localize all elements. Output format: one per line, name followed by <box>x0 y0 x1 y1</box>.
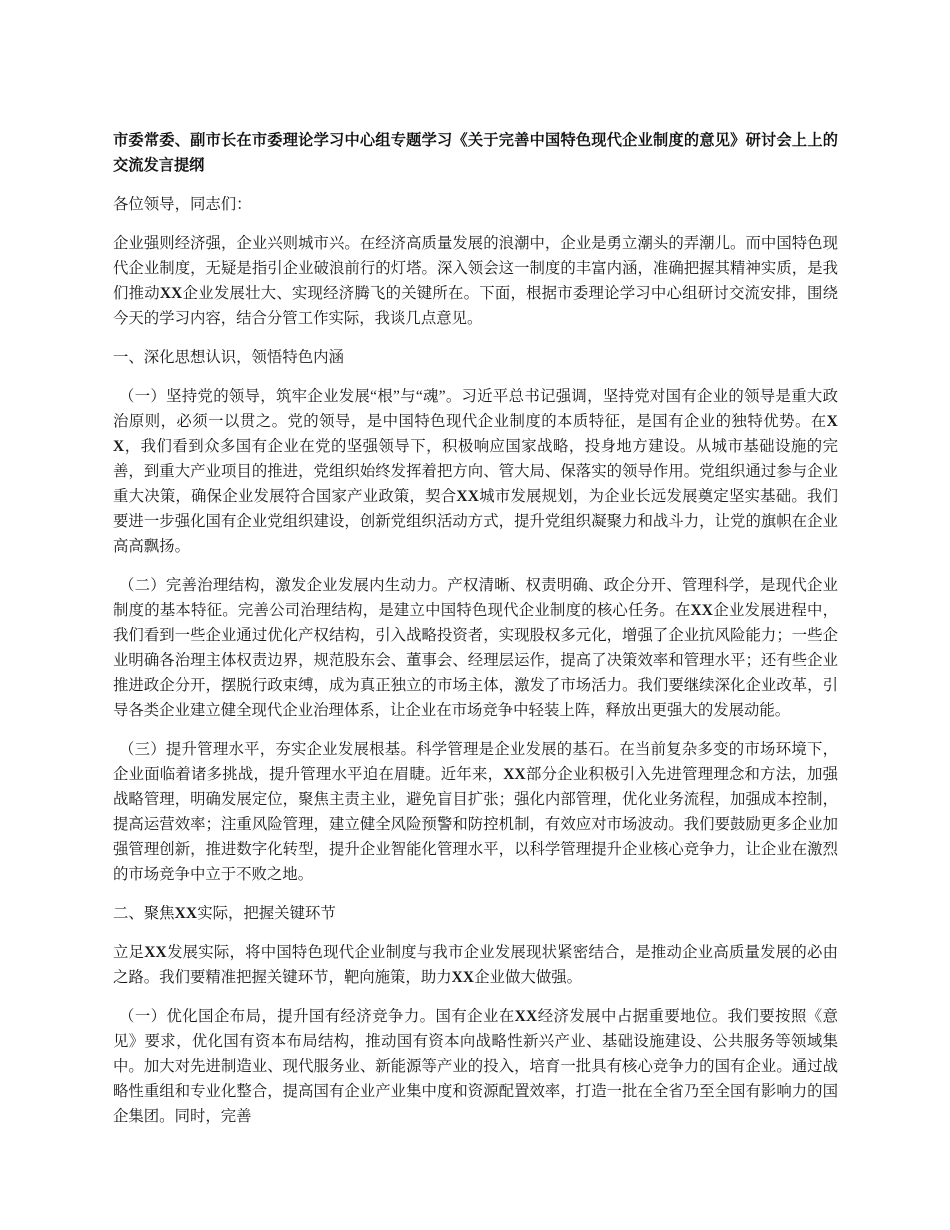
latin-token: XX <box>503 766 526 783</box>
latin-token: XX <box>456 488 480 505</box>
latin-token: XX <box>514 1008 538 1025</box>
body-paragraph: （三）提升管理水平，夯实企业发展根基。科学管理是企业发展的基石。在当前复杂多变的市场环境下，企业面临着诸多挑战，提升管理水平迫在眉睫。近年来，XX部分企业积极引入先进管理理念和方法，加强战略管理，明确发展定位，聚焦主责主业，避免盲目扩张；强化内部管理，优化业务流程，加强成本控制，提高运营效率；注重风险管理，建立健全风险预警和防控机制，有效应对市场波动。我们要鼓励更多企业加强管理创新，推进数字化转型，提升企业智能化管理水平，以科学管理提升企业核心竞争力，让企业在激烈的市场竞争中立于不败之地。 <box>113 741 838 883</box>
latin-token: XX <box>144 944 167 961</box>
section-heading: 二、聚焦XX实际，把握关键环节 <box>113 905 336 922</box>
body-paragraph: 立足XX发展实际，将中国特色现代企业制度与我市企业发展现状紧密结合，是推动企业高质量发展的必由之路。我们要精准把握关键环节，靶向施策，助力XX企业做大做强。 <box>113 944 838 986</box>
latin-token: XX <box>113 413 838 455</box>
page-title: 市委常委、副市长在市委理论学习中心组专题学习《关于完善中国特色现代企业制度的意见》研讨会上上的交流发言提纲 <box>113 132 838 174</box>
latin-token: XX <box>451 969 475 986</box>
latin-token: XX <box>174 905 198 922</box>
body-paragraph: （一）优化国企布局，提升国有经济竞争力。国有企业在XX经济发展中占据重要地位。我们要按照《意见》要求，优化国有资本布局结构，推动国有资本向战略性新兴产业、基础设施建设、公共服务等领域集中。加大对先进制造业、现代服务业、新能源等产业的投入，培育一批具有核心竞争力的国有企业。通过战略性重组和专业化整合，提高国有企业产业集中度和资源配置效率，打造一批在全省乃至全国有影响力的国企集团。同时，完善 <box>113 1008 838 1125</box>
latin-token: XX <box>690 602 714 619</box>
latin-token: XX <box>159 285 183 302</box>
body-paragraph: （二）完善治理结构，激发企业发展内生动力。产权清晰、权责明确、政企分开、管理科学，是现代企业制度的基本特征。完善公司治理结构，是建立中国特色现代企业制度的核心任务。在XX企业发展进程中，我们看到一些企业通过优化产权结构，引入战略投资者，实现股权多元化，增强了企业抗风险能力；一些企业明确各治理主体权责边界，规范股东会、董事会、经理层运作，提高了决策效率和管理水平；还有些企业推进政企分开，摆脱行政束缚，成为真正独立的市场主体，激发了市场活力。我们要继续深化企业改革，引导各类企业建立健全现代企业治理体系，让企业在市场竞争中轻装上阵，释放出更强大的发展动能。 <box>113 577 838 719</box>
document-body <box>113 231 838 1129</box>
salutation: 各位领导，同志们： <box>113 196 252 213</box>
body-paragraph: （一）坚持党的领导，筑牢企业发展“根”与“魂”。习近平总书记强调，坚持党对国有企业的领导是重大政治原则，必须一以贯之。党的领导，是中国特色现代企业制度的本质特征，是国有企业的独特优势。在XX，我们看到众多国有企业在党的坚强领导下，积极响应国家战略，投身地方建设。从城市基础设施的完善，到重大产业项目的推进，党组织始终发挥着把方向、管大局、保落实的领导作用。党组织通过参与企业重大决策，确保企业发展符合国家产业政策，契合XX城市发展规划，为企业长远发展奠定坚实基础。我们要进一步强化国有企业党组织建设，创新党组织活动方式，提升党组织凝聚力和战斗力，让党的旗帜在企业高高飘扬。 <box>113 388 838 555</box>
body-paragraph: 企业强则经济强，企业兴则城市兴。在经济高质量发展的浪潮中，企业是勇立潮头的弄潮儿。而中国特色现代企业制度，无疑是指引企业破浪前行的灯塔。深入领会这一制度的丰富内涵，准确把握其精神实质，是我们推动XX企业发展壮大、实现经济腾飞的关键所在。下面，根据市委理论学习中心组研讨交流安排，围绕今天的学习内容，结合分管工作实际，我谈几点意见。 <box>113 235 838 327</box>
section-heading: 一、深化思想认识，领悟特色内涵 <box>113 349 344 366</box>
